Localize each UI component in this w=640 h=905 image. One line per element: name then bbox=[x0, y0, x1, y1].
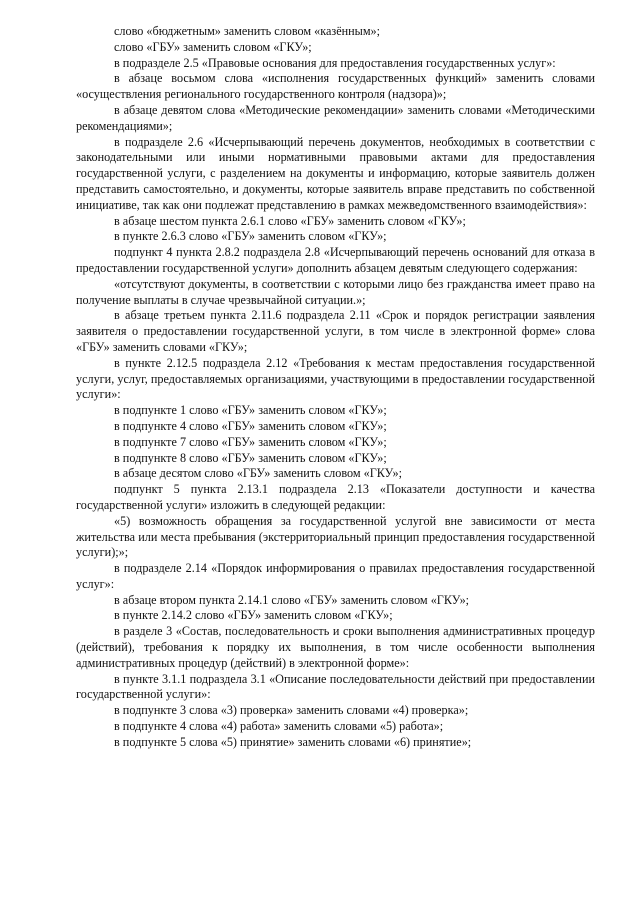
paragraph-5: в абзаце девятом слова «Методические рекомендации» заменить словами «Методическими рекомендациями»; bbox=[76, 102, 595, 133]
paragraph-6: в подразделе 2.6 «Исчерпывающий перечень документов, необходимых в соответствии с законодательными или иными нормативными правовыми актами для предоставления государственной услуги, с разделением на документы и информацию, которые заявитель должен представить самостоятельно, и документы, которые заявитель вправе представить по собственной инициативе, так как они подлежат представлению в рамках межведомственного взаимодействия»: bbox=[76, 134, 595, 212]
paragraph-12: в пункте 2.12.5 подраздела 2.12 «Требования к местам предоставления государственной услуги, услуг, предоставляемых организациями, участвующими в предоставлении государственной услуги»: bbox=[76, 355, 595, 402]
paragraph-15: в подпункте 7 слово «ГБУ» заменить словом «ГКУ»; bbox=[114, 434, 387, 449]
paragraph-26: в подпункте 4 слова «4) работа» заменить словами «5) работа»; bbox=[114, 719, 444, 734]
paragraph-11: в абзаце третьем пункта 2.11.6 подраздела 2.11 «Срок и порядок регистрации заявления заявителя о предоставлении государственной услуги, в том числе в электронной форме» слова «ГБУ» заменить словами «ГКУ»; bbox=[76, 308, 595, 354]
paragraph-17: в абзаце десятом слово «ГБУ» заменить словом «ГКУ»; bbox=[114, 466, 402, 481]
paragraph-2: слово «ГБУ» заменить словом «ГКУ»; bbox=[114, 39, 312, 54]
paragraph-10: «отсутствуют документы, в соответствии с которыми лицо без гражданства имеет право на получение выплаты в случае чрезвычайной ситуации.»; bbox=[76, 276, 595, 307]
paragraph-20: в подразделе 2.14 «Порядок информирования о правилах предоставления государственной услуг»: bbox=[76, 561, 595, 591]
paragraph-4: в абзаце восьмом слова «исполнения государственных функций» заменить словами «осуществления регионального государственного контроля (надзора)»; bbox=[76, 71, 595, 102]
paragraph-8: в пункте 2.6.3 слово «ГБУ» заменить словом «ГКУ»; bbox=[114, 229, 387, 244]
paragraph-24: в пункте 3.1.1 подраздела 3.1 «Описание последовательности действий при предоставлении государственной услуги»: bbox=[76, 671, 595, 702]
paragraph-18: подпункт 5 пункта 2.13.1 подраздела 2.13 «Показатели доступности и качества государственной услуги» изложить в следующей редакции: bbox=[76, 482, 595, 512]
paragraph-23: в разделе 3 «Состав, последовательность и сроки выполнения административных процедур (действий), требования к порядку их выполнения, в том числе особенности выполнения административных процедур (действий) в электронной форме»: bbox=[76, 624, 595, 670]
paragraph-13: в подпункте 1 слово «ГБУ» заменить словом «ГКУ»; bbox=[114, 403, 387, 418]
paragraph-19: «5) возможность обращения за государственной услугой вне зависимости от места жительства или места пребывания (экстерриториальный принцип предоставления государственной услуги);»; bbox=[76, 513, 595, 560]
paragraph-1: слово «бюджетным» заменить словом «казённым»; bbox=[114, 24, 381, 38]
paragraph-22: в пункте 2.14.2 слово «ГБУ» заменить словом «ГКУ»; bbox=[114, 608, 393, 623]
paragraph-25: в подпункте 3 слова «3) проверка» заменить словами «4) проверка»; bbox=[114, 703, 469, 718]
paragraph-27: в подпункте 5 слова «5) принятие» заменить словами «6) принятие»; bbox=[114, 734, 472, 749]
paragraph-14: в подпункте 4 слово «ГБУ» заменить словом «ГКУ»; bbox=[114, 418, 387, 433]
document-page bbox=[76, 24, 595, 751]
paragraph-9: подпункт 4 пункта 2.8.2 подраздела 2.8 «Исчерпывающий перечень оснований для отказа в предоставлении государственной услуги» дополнить абзацем девятым следующего содержания: bbox=[76, 245, 595, 275]
paragraph-3: в подразделе 2.5 «Правовые основания для предоставления государственных услуг»: bbox=[114, 55, 556, 70]
paragraph-7: в абзаце шестом пункта 2.6.1 слово «ГБУ» заменить словом «ГКУ»; bbox=[114, 213, 466, 228]
paragraph-16: в подпункте 8 слово «ГБУ» заменить словом «ГКУ»; bbox=[114, 450, 387, 465]
paragraph-21: в абзаце втором пункта 2.14.1 слово «ГБУ» заменить словом «ГКУ»; bbox=[114, 592, 470, 607]
